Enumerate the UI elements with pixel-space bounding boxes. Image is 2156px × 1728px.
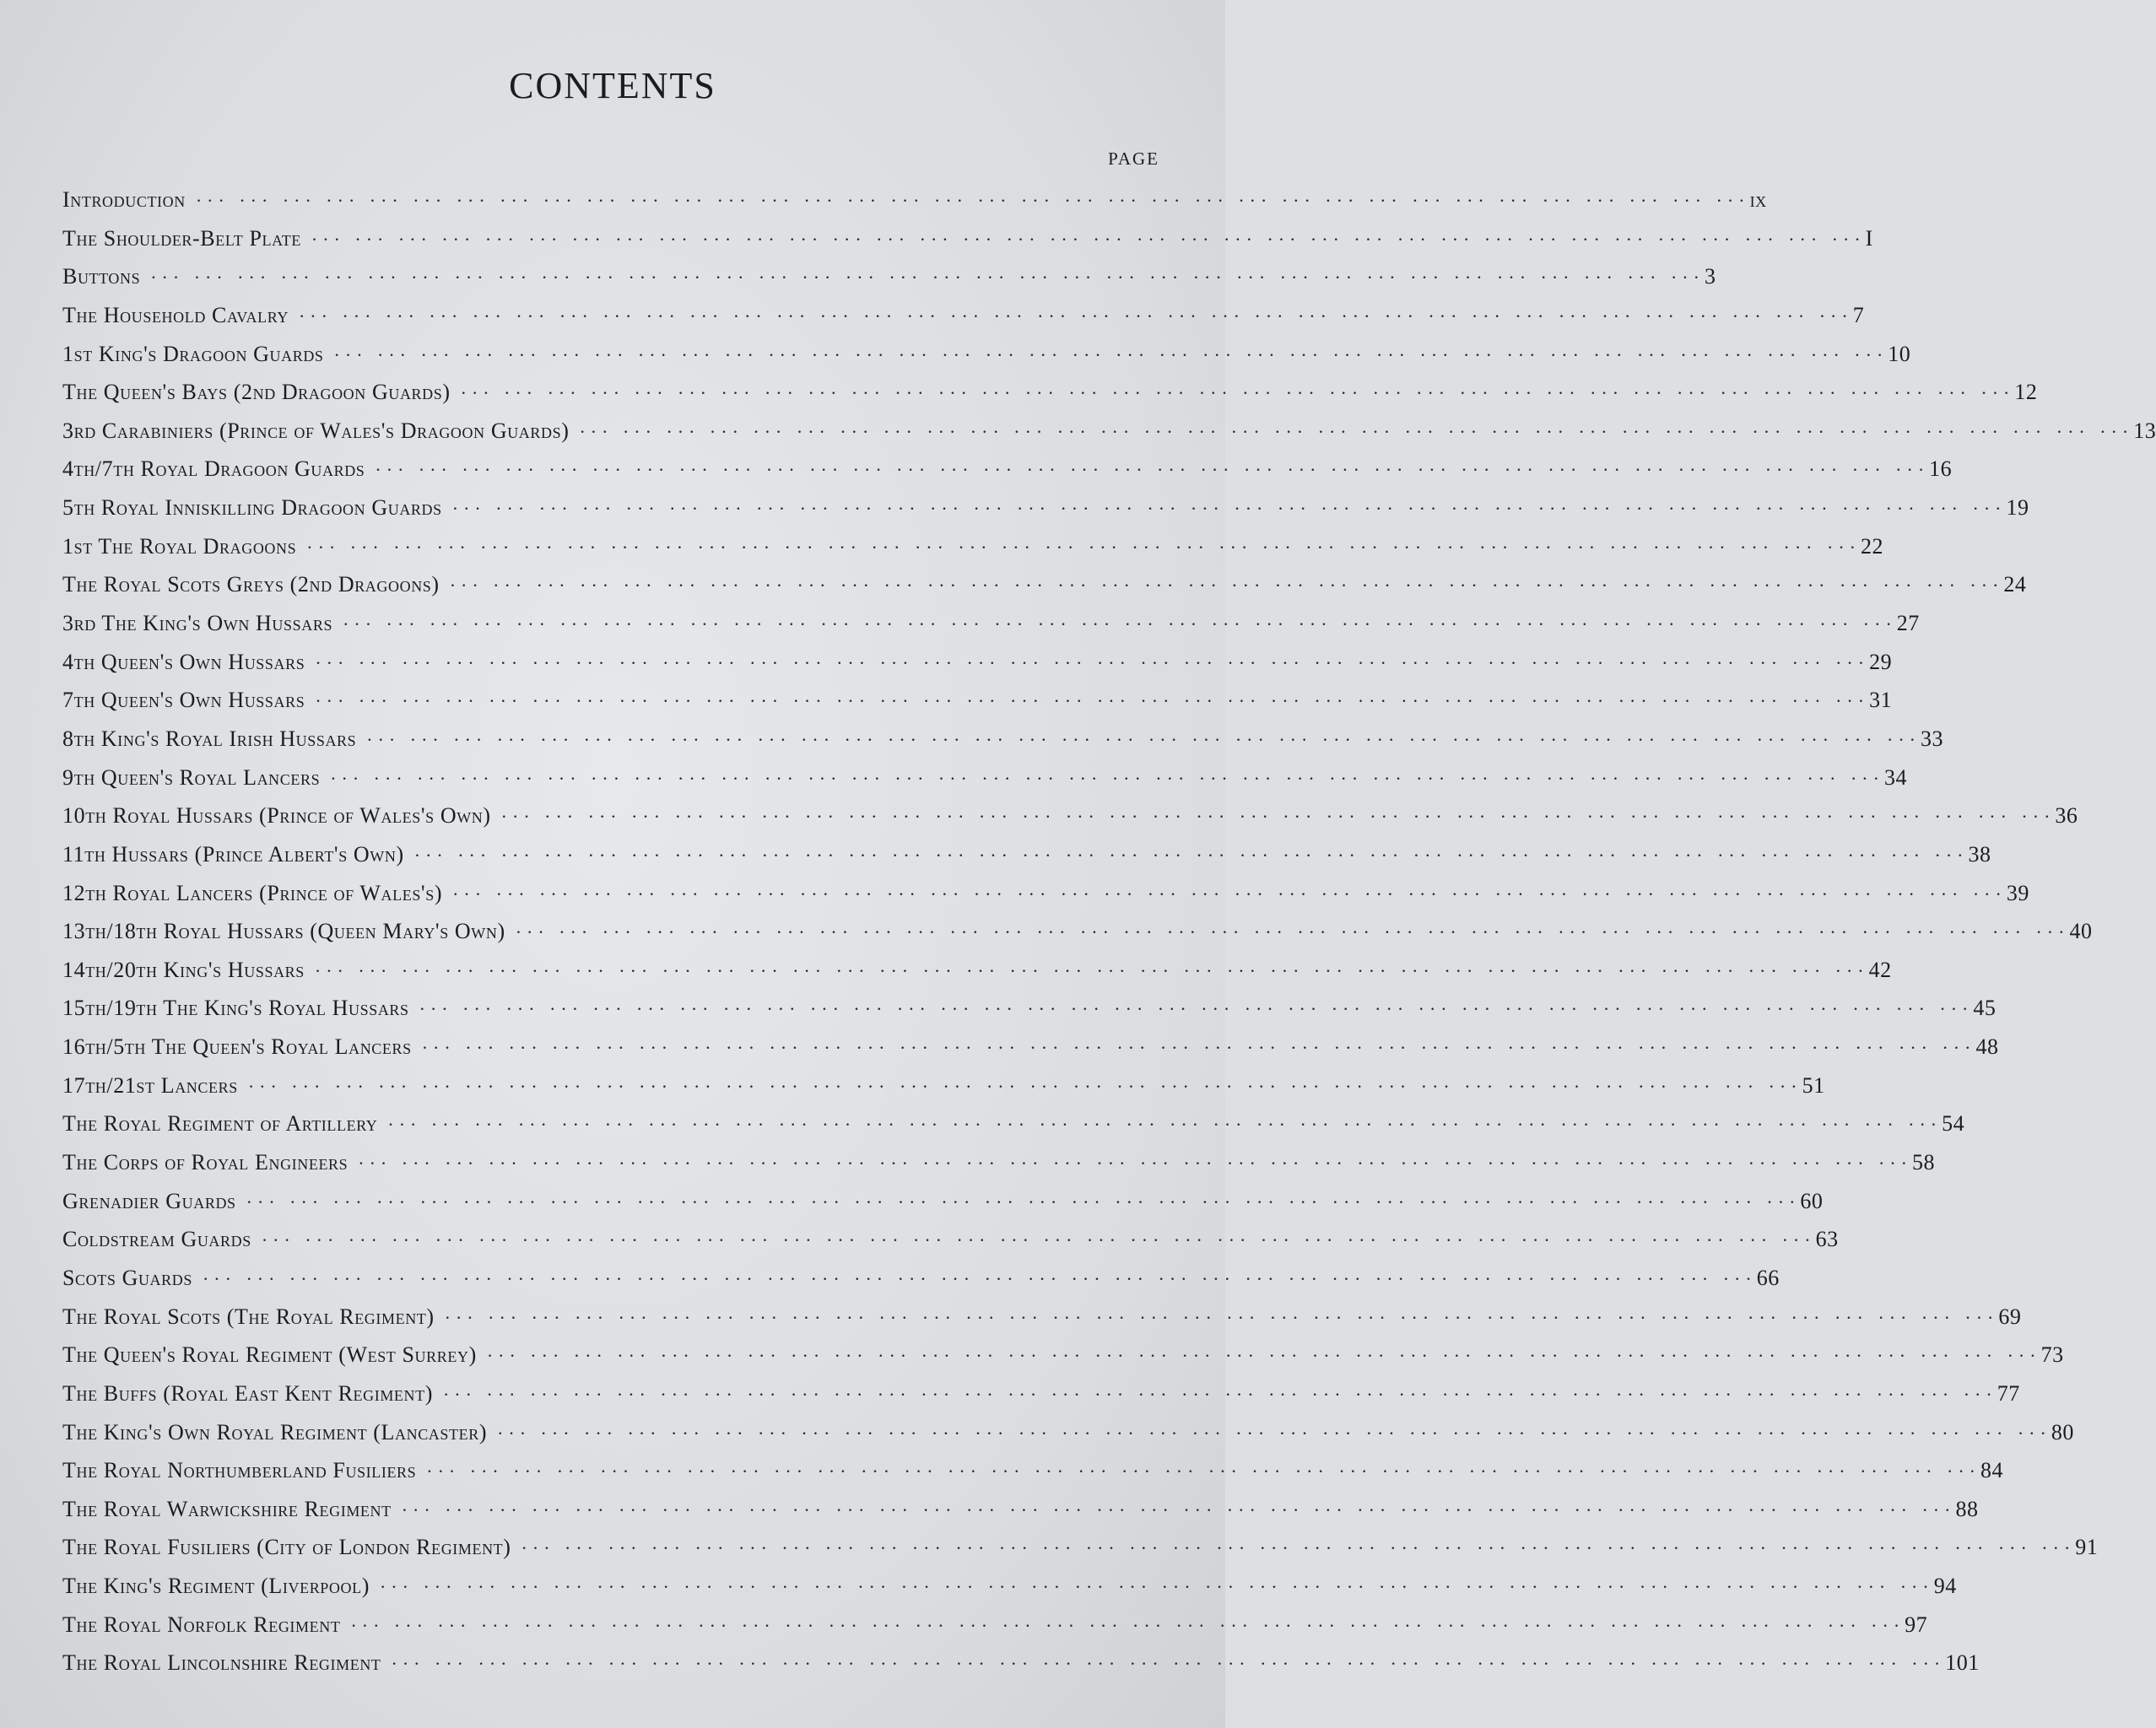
toc-entry: [62, 643, 1893, 682]
toc-entry-page-number: 3: [1704, 264, 1716, 289]
toc-entry-page-number: 16: [1929, 456, 1953, 482]
toc-entry-page-number: 54: [1942, 1111, 1965, 1137]
toc-entry-title: The Royal Scots (The Royal Regiment): [62, 1304, 435, 1329]
toc-entry: [62, 450, 1953, 489]
toc-entry-title: The King's Regiment (Liverpool): [62, 1574, 370, 1599]
dot-leader: ··· ··· ··· ··· ··· ··· ··· ··· ··· ··· ··· ··· ··· ··· ··· ··· ··· ··· ··· ··· ··· ··· ··· ··· ··· ··· ··· ··· ··· ··· ··· ··· ··· ··· ··· ···: [315, 690, 1870, 712]
toc-entry-title: 4th/7th Royal Dragoon Guards: [62, 456, 365, 482]
toc-entry-page-number: 63: [1815, 1227, 1839, 1252]
toc-entry: [62, 604, 1920, 643]
toc-entry-page-number: 34: [1883, 764, 1907, 790]
dot-leader: ··· ··· ··· ··· ··· ··· ··· ··· ··· ··· ··· ··· ··· ··· ··· ··· ··· ··· ··· ··· ··· ··· ··· ··· ··· ··· ··· ··· ··· ··· ··· ··· ··· ··· ··· ···: [391, 1653, 1946, 1675]
toc-entry-page-number: 88: [1955, 1496, 1979, 1521]
toc-entry: [62, 527, 1883, 566]
toc-entry-title: The Shoulder-Belt Plate: [62, 225, 301, 251]
contents-list: [62, 181, 2156, 1682]
dot-leader: ··· ··· ··· ··· ··· ··· ··· ··· ··· ··· ··· ··· ··· ··· ··· ··· ··· ··· ··· ··· ··· ··· ··· ··· ··· ··· ··· ··· ··· ··· ··· ··· ··· ··· ··· ···: [426, 1461, 1981, 1482]
dot-leader: ··· ··· ··· ··· ··· ··· ··· ··· ··· ··· ··· ··· ··· ··· ··· ··· ··· ··· ··· ··· ··· ··· ··· ··· ··· ··· ··· ··· ··· ··· ··· ··· ··· ··· ··· ···: [298, 305, 1853, 327]
toc-entry-page-number: 66: [1756, 1265, 1780, 1290]
toc-entry-page-number: 101: [1945, 1650, 1980, 1676]
dot-leader: ··· ··· ··· ··· ··· ··· ··· ··· ··· ··· ··· ··· ··· ··· ··· ··· ··· ··· ··· ··· ··· ··· ··· ··· ··· ··· ··· ··· ··· ··· ··· ··· ··· ··· ··· ···: [451, 498, 2007, 520]
toc-entry: [62, 181, 1767, 219]
dot-leader: ··· ··· ··· ··· ··· ··· ··· ··· ··· ··· ··· ··· ··· ··· ··· ··· ··· ··· ··· ··· ··· ··· ··· ··· ··· ··· ··· ··· ··· ··· ··· ··· ··· ··· ··· ···: [343, 613, 1897, 635]
toc-entry-title: 4th Queen's Own Hussars: [62, 649, 305, 674]
dot-leader: ··· ··· ··· ··· ··· ··· ··· ··· ··· ··· ··· ··· ··· ··· ··· ··· ··· ··· ··· ··· ··· ··· ··· ··· ··· ··· ··· ··· ··· ··· ··· ··· ··· ··· ··· ···: [366, 728, 1921, 750]
toc-entry-title: 3rd Carabiniers (Prince of Wales's Dragoon Guards): [62, 418, 570, 443]
toc-entry: [62, 489, 2029, 527]
toc-entry-page-number: 84: [1980, 1458, 2004, 1483]
toc-entry-title: 9th Queen's Royal Lancers: [62, 764, 321, 790]
toc-entry-page-number: 33: [1921, 726, 1944, 751]
toc-entry: [62, 1413, 2074, 1452]
toc-entry: [62, 1220, 1839, 1259]
toc-entry-title: 7th Queen's Own Hussars: [62, 688, 305, 713]
page-column-label: PAGE: [1108, 148, 1159, 169]
toc-entry-title: Coldstream Guards: [62, 1227, 251, 1252]
toc-entry: [62, 1528, 2099, 1567]
toc-entry-title: Scots Guards: [62, 1265, 192, 1290]
toc-entry: [62, 1374, 2020, 1413]
dot-leader: ··· ··· ··· ··· ··· ··· ··· ··· ··· ··· ··· ··· ··· ··· ··· ··· ··· ··· ··· ··· ··· ··· ··· ··· ··· ··· ··· ··· ··· ··· ··· ··· ··· ··· ··· ···: [497, 1422, 2051, 1444]
toc-entry-title: The Royal Scots Greys (2nd Dragoons): [62, 572, 440, 597]
toc-entry-title: 11th Hussars (Prince Albert's Own): [62, 841, 404, 867]
toc-entry-page-number: 69: [1998, 1304, 2022, 1329]
toc-entry-title: 17th/21st Lancers: [62, 1072, 238, 1098]
toc-entry: [62, 335, 1911, 374]
dot-leader: ··· ··· ··· ··· ··· ··· ··· ··· ··· ··· ··· ··· ··· ··· ··· ··· ··· ··· ··· ··· ··· ··· ··· ··· ··· ··· ··· ··· ··· ··· ··· ··· ··· ··· ··· ···: [379, 1576, 1934, 1598]
toc-entry-page-number: 22: [1860, 533, 1883, 559]
toc-entry-title: The Queen's Royal Regiment (West Surrey): [62, 1342, 477, 1368]
toc-entry-title: 14th/20th King's Hussars: [62, 957, 305, 982]
toc-entry-page-number: 73: [2040, 1342, 2064, 1368]
toc-entry-title: The Royal Northumberland Fusiliers: [62, 1458, 417, 1483]
dot-leader: ··· ··· ··· ··· ··· ··· ··· ··· ··· ··· ··· ··· ··· ··· ··· ··· ··· ··· ··· ··· ··· ··· ··· ··· ··· ··· ··· ··· ··· ··· ··· ··· ··· ··· ··· ···: [444, 1306, 1999, 1328]
toc-entry: [62, 1259, 1780, 1298]
dot-leader: ··· ··· ··· ··· ··· ··· ··· ··· ··· ··· ··· ··· ··· ··· ··· ··· ··· ··· ··· ··· ··· ··· ··· ··· ··· ··· ··· ··· ··· ··· ··· ··· ··· ··· ··· ···: [579, 420, 2134, 442]
toc-entry-page-number: 45: [1973, 996, 1997, 1021]
dot-leader: ··· ··· ··· ··· ··· ··· ··· ··· ··· ··· ··· ··· ··· ··· ··· ··· ··· ··· ··· ··· ··· ··· ··· ··· ··· ··· ··· ··· ··· ··· ··· ··· ··· ··· ··· ···: [515, 921, 2070, 943]
toc-entry-title: Introduction: [62, 187, 186, 212]
toc-entry: [62, 1490, 1979, 1529]
dot-leader: ··· ··· ··· ··· ··· ··· ··· ··· ··· ··· ··· ··· ··· ··· ··· ··· ··· ··· ··· ··· ··· ··· ··· ··· ··· ··· ··· ··· ··· ··· ··· ··· ··· ··· ··· ···: [452, 883, 2007, 904]
toc-entry-page-number: 10: [1888, 341, 1911, 366]
toc-entry-page-number: 40: [2069, 919, 2093, 944]
dot-leader: ··· ··· ··· ··· ··· ··· ··· ··· ··· ··· ··· ··· ··· ··· ··· ··· ··· ··· ··· ··· ··· ··· ··· ··· ··· ··· ··· ··· ··· ··· ··· ··· ··· ··· ··· ···: [486, 1345, 2041, 1367]
toc-entry-title: The Queen's Bays (2nd Dragoon Guards): [62, 380, 451, 405]
dot-leader: ··· ··· ··· ··· ··· ··· ··· ··· ··· ··· ··· ··· ··· ··· ··· ··· ··· ··· ··· ··· ··· ··· ··· ··· ··· ··· ··· ··· ··· ··· ··· ··· ··· ··· ··· ···: [421, 1037, 1976, 1059]
dot-leader: ··· ··· ··· ··· ··· ··· ··· ··· ··· ··· ··· ··· ··· ··· ··· ··· ··· ··· ··· ··· ··· ··· ··· ··· ··· ··· ··· ··· ··· ··· ··· ··· ··· ··· ··· ···: [202, 1267, 1757, 1289]
toc-entry-title: 3rd The King's Own Hussars: [62, 611, 333, 636]
toc-entry: [62, 412, 2156, 451]
toc-entry: [62, 759, 1907, 797]
toc-entry: [62, 1451, 2004, 1490]
toc-entry-page-number: 94: [1933, 1574, 1957, 1599]
toc-entry-title: The Royal Regiment of Artillery: [62, 1111, 378, 1137]
dot-leader: ··· ··· ··· ··· ··· ··· ··· ··· ··· ··· ··· ··· ··· ··· ··· ··· ··· ··· ··· ··· ··· ··· ··· ··· ··· ··· ··· ··· ··· ··· ··· ··· ··· ··· ··· ···: [419, 998, 1974, 1020]
toc-entry-page-number: 51: [1802, 1072, 1825, 1098]
toc-entry: [62, 1567, 1957, 1606]
dot-leader: ··· ··· ··· ··· ··· ··· ··· ··· ··· ··· ··· ··· ··· ··· ··· ··· ··· ··· ··· ··· ··· ··· ··· ··· ··· ··· ··· ··· ··· ··· ··· ··· ··· ··· ··· ···: [246, 1191, 1801, 1212]
toc-entry-title: Grenadier Guards: [62, 1188, 236, 1213]
toc-entry-title: The Buffs (Royal East Kent Regiment): [62, 1380, 433, 1406]
toc-entry-title: 1st The Royal Dragoons: [62, 533, 297, 559]
toc-entry-title: 16th/5th The Queen's Royal Lancers: [62, 1034, 412, 1060]
dot-leader: ··· ··· ··· ··· ··· ··· ··· ··· ··· ··· ··· ··· ··· ··· ··· ··· ··· ··· ··· ··· ··· ··· ··· ··· ··· ··· ··· ··· ··· ··· ··· ··· ··· ··· ··· ···: [401, 1498, 1956, 1520]
toc-entry-page-number: 12: [2014, 380, 2038, 405]
toc-entry-page-number: 97: [1905, 1612, 1928, 1637]
dot-leader: ··· ··· ··· ··· ··· ··· ··· ··· ··· ··· ··· ··· ··· ··· ··· ··· ··· ··· ··· ··· ··· ··· ··· ··· ··· ··· ··· ··· ··· ··· ··· ··· ··· ··· ··· ···: [333, 343, 1889, 365]
toc-entry-page-number: 60: [1800, 1188, 1824, 1213]
toc-entry-page-number: 38: [1968, 841, 1991, 867]
dot-leader: ··· ··· ··· ··· ··· ··· ··· ··· ··· ··· ··· ··· ··· ··· ··· ··· ··· ··· ··· ··· ··· ··· ··· ··· ··· ··· ··· ··· ··· ··· ··· ··· ··· ··· ··· ···: [413, 844, 1969, 866]
toc-entry-page-number: 36: [2055, 803, 2078, 829]
toc-entry-page-number: 42: [1868, 957, 1892, 982]
toc-entry: [62, 373, 2038, 412]
toc-entry-title: The Royal Fusiliers (City of London Regiment): [62, 1535, 511, 1560]
toc-entry: [62, 1066, 1825, 1105]
toc-entry-title: 1st King's Dragoon Guards: [62, 341, 324, 366]
toc-entry-title: Buttons: [62, 264, 141, 289]
toc-entry-title: 5th Royal Inniskilling Dragoon Guards: [62, 495, 442, 521]
contents-heading: CONTENTS: [509, 65, 716, 106]
dot-leader: ··· ··· ··· ··· ··· ··· ··· ··· ··· ··· ··· ··· ··· ··· ··· ··· ··· ··· ··· ··· ··· ··· ··· ··· ··· ··· ··· ··· ··· ··· ··· ··· ··· ··· ··· ···: [311, 228, 1866, 250]
toc-entry-title: The Royal Warwickshire Regiment: [62, 1496, 392, 1521]
toc-entry-page-number: ix: [1749, 187, 1767, 212]
dot-leader: ··· ··· ··· ··· ··· ··· ··· ··· ··· ··· ··· ··· ··· ··· ··· ··· ··· ··· ··· ··· ··· ··· ··· ··· ··· ··· ··· ··· ··· ··· ··· ··· ··· ··· ··· ···: [521, 1537, 2076, 1559]
toc-entry-page-number: 19: [2006, 495, 2029, 521]
dot-leader: ··· ··· ··· ··· ··· ··· ··· ··· ··· ··· ··· ··· ··· ··· ··· ··· ··· ··· ··· ··· ··· ··· ··· ··· ··· ··· ··· ··· ··· ··· ··· ··· ··· ··· ··· ···: [442, 1383, 1997, 1405]
toc-entry-title: The King's Own Royal Regiment (Lancaster): [62, 1419, 488, 1444]
toc-entry: [62, 989, 1997, 1028]
toc-entry: [62, 835, 1991, 874]
dot-leader: ··· ··· ··· ··· ··· ··· ··· ··· ··· ··· ··· ··· ··· ··· ··· ··· ··· ··· ··· ··· ··· ··· ··· ··· ··· ··· ··· ··· ··· ··· ··· ··· ··· ··· ··· ···: [500, 806, 2056, 828]
toc-entry: [62, 296, 1865, 335]
dot-leader: ··· ··· ··· ··· ··· ··· ··· ··· ··· ··· ··· ··· ··· ··· ··· ··· ··· ··· ··· ··· ··· ··· ··· ··· ··· ··· ··· ··· ··· ··· ··· ··· ··· ··· ··· ···: [449, 575, 2004, 597]
toc-entry-title: 12th Royal Lancers (Prince of Wales's): [62, 880, 443, 905]
dot-leader: ··· ··· ··· ··· ··· ··· ··· ··· ··· ··· ··· ··· ··· ··· ··· ··· ··· ··· ··· ··· ··· ··· ··· ··· ··· ··· ··· ··· ··· ··· ··· ··· ··· ··· ··· ···: [358, 1153, 1913, 1174]
toc-entry: [62, 874, 2029, 913]
toc-entry: [62, 1182, 1824, 1221]
toc-entry-title: 8th King's Royal Irish Hussars: [62, 726, 357, 751]
dot-leader: ··· ··· ··· ··· ··· ··· ··· ··· ··· ··· ··· ··· ··· ··· ··· ··· ··· ··· ··· ··· ··· ··· ··· ··· ··· ··· ··· ··· ··· ··· ··· ··· ··· ··· ··· ···: [314, 959, 1869, 981]
toc-entry: [62, 796, 2078, 835]
toc-entry: [62, 951, 1892, 990]
toc-entry: [62, 257, 1716, 296]
toc-entry: [62, 1028, 1999, 1066]
toc-entry-page-number: 7: [1852, 302, 1865, 327]
toc-entry-page-number: 27: [1896, 611, 1920, 636]
toc-entry: [62, 912, 2093, 951]
toc-entry-page-number: 13: [2133, 418, 2156, 443]
toc-entry-title: The Royal Norfolk Regiment: [62, 1612, 341, 1637]
toc-entry-title: 10th Royal Hussars (Prince of Wales's Own): [62, 803, 491, 829]
toc-entry-title: 13th/18th Royal Hussars (Queen Mary's Own): [62, 919, 505, 944]
toc-entry-page-number: 77: [1997, 1380, 2020, 1406]
toc-entry: [62, 1143, 1936, 1182]
toc-entry: [62, 1104, 1965, 1143]
toc-entry: [62, 1606, 1928, 1644]
dot-leader: ··· ··· ··· ··· ··· ··· ··· ··· ··· ··· ··· ··· ··· ··· ··· ··· ··· ··· ··· ··· ··· ··· ··· ··· ··· ··· ··· ··· ··· ··· ··· ··· ··· ··· ··· ···: [306, 536, 1861, 558]
toc-entry-page-number: 29: [1869, 649, 1893, 674]
toc-entry-title: 15th/19th The King's Royal Hussars: [62, 996, 409, 1021]
dot-leader: ··· ··· ··· ··· ··· ··· ··· ··· ··· ··· ··· ··· ··· ··· ··· ··· ··· ··· ··· ··· ··· ··· ··· ··· ··· ··· ··· ··· ··· ··· ··· ··· ··· ··· ··· ···: [315, 651, 1870, 673]
toc-entry-title: The Household Cavalry: [62, 302, 289, 327]
dot-leader: ··· ··· ··· ··· ··· ··· ··· ··· ··· ··· ··· ··· ··· ··· ··· ··· ··· ··· ··· ··· ··· ··· ··· ··· ··· ··· ··· ··· ··· ··· ··· ··· ··· ··· ··· ···: [150, 267, 1705, 289]
toc-entry: [62, 681, 1893, 720]
toc-entry-page-number: 80: [2051, 1419, 2074, 1444]
dot-leader: ··· ··· ··· ··· ··· ··· ··· ··· ··· ··· ··· ··· ··· ··· ··· ··· ··· ··· ··· ··· ··· ··· ··· ··· ··· ··· ··· ··· ··· ··· ··· ··· ··· ··· ··· ···: [330, 767, 1884, 789]
toc-entry-page-number: 48: [1975, 1034, 1999, 1060]
dot-leader: ··· ··· ··· ··· ··· ··· ··· ··· ··· ··· ··· ··· ··· ··· ··· ··· ··· ··· ··· ··· ··· ··· ··· ··· ··· ··· ··· ··· ··· ··· ··· ··· ··· ··· ··· ···: [247, 1075, 1802, 1097]
toc-entry-title: The Corps of Royal Engineers: [62, 1150, 349, 1175]
toc-entry-page-number: 91: [2075, 1535, 2099, 1560]
dot-leader: ··· ··· ··· ··· ··· ··· ··· ··· ··· ··· ··· ··· ··· ··· ··· ··· ··· ··· ··· ··· ··· ··· ··· ··· ··· ··· ··· ··· ··· ··· ··· ··· ··· ··· ··· ···: [261, 1229, 1816, 1251]
dot-leader: ··· ··· ··· ··· ··· ··· ··· ··· ··· ··· ··· ··· ··· ··· ··· ··· ··· ··· ··· ··· ··· ··· ··· ··· ··· ··· ··· ··· ··· ··· ··· ··· ··· ··· ··· ···: [460, 382, 2015, 404]
dot-leader: ··· ··· ··· ··· ··· ··· ··· ··· ··· ··· ··· ··· ··· ··· ··· ··· ··· ··· ··· ··· ··· ··· ··· ··· ··· ··· ··· ··· ··· ··· ··· ··· ··· ··· ··· ···: [350, 1614, 1905, 1636]
toc-entry: [62, 1298, 2022, 1336]
toc-entry-page-number: 24: [2003, 572, 2027, 597]
toc-entry: [62, 1644, 1980, 1682]
toc-entry: [62, 1336, 2064, 1374]
toc-entry: [62, 720, 1944, 759]
dot-leader: ··· ··· ··· ··· ··· ··· ··· ··· ··· ··· ··· ··· ··· ··· ··· ··· ··· ··· ··· ··· ··· ··· ··· ··· ··· ··· ··· ··· ··· ··· ··· ··· ··· ··· ··· ···: [375, 459, 1930, 481]
toc-entry-title: The Royal Lincolnshire Regiment: [62, 1650, 381, 1676]
toc-entry-page-number: 31: [1869, 688, 1893, 713]
toc-entry: [62, 565, 2027, 604]
dot-leader: ··· ··· ··· ··· ··· ··· ··· ··· ··· ··· ··· ··· ··· ··· ··· ··· ··· ··· ··· ··· ··· ··· ··· ··· ··· ··· ··· ··· ··· ··· ··· ··· ··· ··· ··· ···: [195, 190, 1750, 211]
toc-entry-page-number: I: [1865, 225, 1873, 251]
toc-entry: [62, 219, 1873, 258]
toc-entry-page-number: 39: [2006, 880, 2029, 905]
dot-leader: ··· ··· ··· ··· ··· ··· ··· ··· ··· ··· ··· ··· ··· ··· ··· ··· ··· ··· ··· ··· ··· ··· ··· ··· ··· ··· ··· ··· ··· ··· ··· ··· ··· ··· ··· ···: [387, 1114, 1943, 1136]
toc-entry-page-number: 58: [1912, 1150, 1936, 1175]
